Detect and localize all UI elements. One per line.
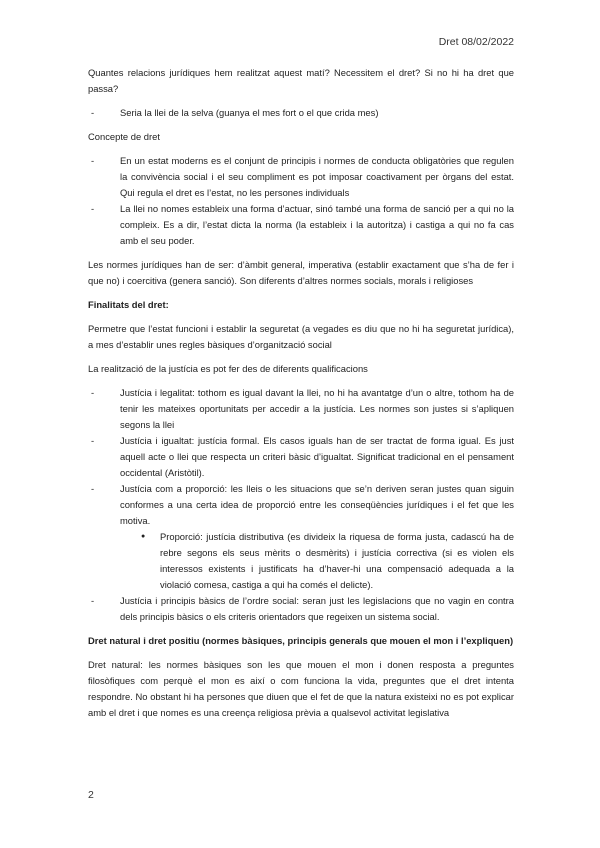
intro-question: Quantes relacions jurídiques hem realitzat aquest matí? Necessitem el dret? Si no hi ha dret que passa? [88,67,514,94]
page-number: 2 [88,789,94,801]
section-title-concepte: Concepte de dret [88,131,160,142]
normes-paragraph: Les normes jurídiques han de ser: d’àmbit general, imperativa (establir exactament que s’ha de fer i que no) i coercitiva (genera sanció). Son diferents d’altres normes socials, morals i religioses [88,259,514,286]
document-header: Dret 08/02/2022 [438,36,514,48]
list-item: - Seria la llei de la selva (guanya el mes fort o el que crida mes) [88,105,514,121]
justicia-list [88,385,514,625]
list-item: - La llei no nomes estableix una forma d’actuar, sinó també una forma de sanció per a qui no la compleix. Es a dir, l’estat dicta la norma (la estableix i la autoritza) i castiga a qui no fa cas amb el seu poder. [88,201,514,249]
document-body [88,65,514,729]
sub-list [120,529,514,593]
concepte-list [88,153,514,249]
sub-list-item: ● Proporció: justícia distributiva (es divideix la riquesa de forma justa, cadascú ha de rebre segons els seus mèrits o desmèrits) i justícia correctiva (si es violen els interessos existents i justificats ha d’haver-hi una compensació adequada a la violació comesa, castiga a qui ha comés el delicte). [140,529,514,593]
list-item: - Justícia i legalitat: tothom es igual davant la llei, no hi ha avantatge d’un o altre, tothom ha de tenir les mateixes oportunitats per accedir a la justícia. Les normes son justes si s’apliquen segons la llei [88,385,514,433]
list-item [88,481,514,593]
intro-list [88,105,514,121]
finalitats-paragraph: Permetre que l’estat funcioni i establir la seguretat (a vegades es diu que no hi ha seguretat jurídica), a mes d’establir unes regles bàsiques d’organització social [88,323,514,350]
section-title-finalitats: Finalitats del dret: [88,299,169,310]
list-item-text: Justícia com a proporció: les lleis o les situacions que se’n deriven seran justes quan siguin conformes a una certa idea de proporció entre les conseqüències jurídiques i el fet que les motiva. [120,483,514,526]
section-title-dret-natural: Dret natural i dret positiu (normes bàsiques, principis generals que mouen el mon i l’expliquen) [88,635,514,646]
list-item: - En un estat moderns es el conjunt de principis i normes de conducta obligatòries que regulen la convivència social i el seu compliment es pot imposar coactivament per òrgans del estat. Qui regula el dret es l’estat, no les persones individuals [88,153,514,201]
justicia-intro: La realització de la justícia es pot fer des de diferents qualificacions [88,363,368,374]
list-item: - Justícia i principis bàsics de l’ordre social: seran just les legislacions que no vagin en contra dels principis bàsics o els criteris orientadors que regeixen un sistema social. [88,593,514,625]
list-item: - Justícia i igualtat: justícia formal. Els casos iguals han de ser tractat de forma igual. Es just aquell acte o llei que respecta un criteri bàsic d’igualtat. Significat tradicional en el pensament occidental (Aristòtil). [88,433,514,481]
dret-natural-paragraph: Dret natural: les normes bàsiques son les que mouen el mon i donen resposta a preguntes filosòfiques com perquè el mon es així o com funciona la vida, preguntes que el dret intenta respondre. No obstant hi ha persones que diuen que el fet de que la natura existeixi no es pot explicar amb el dret i que nomes es una creença religiosa prèvia a qualsevol activitat legislativa [88,659,514,718]
